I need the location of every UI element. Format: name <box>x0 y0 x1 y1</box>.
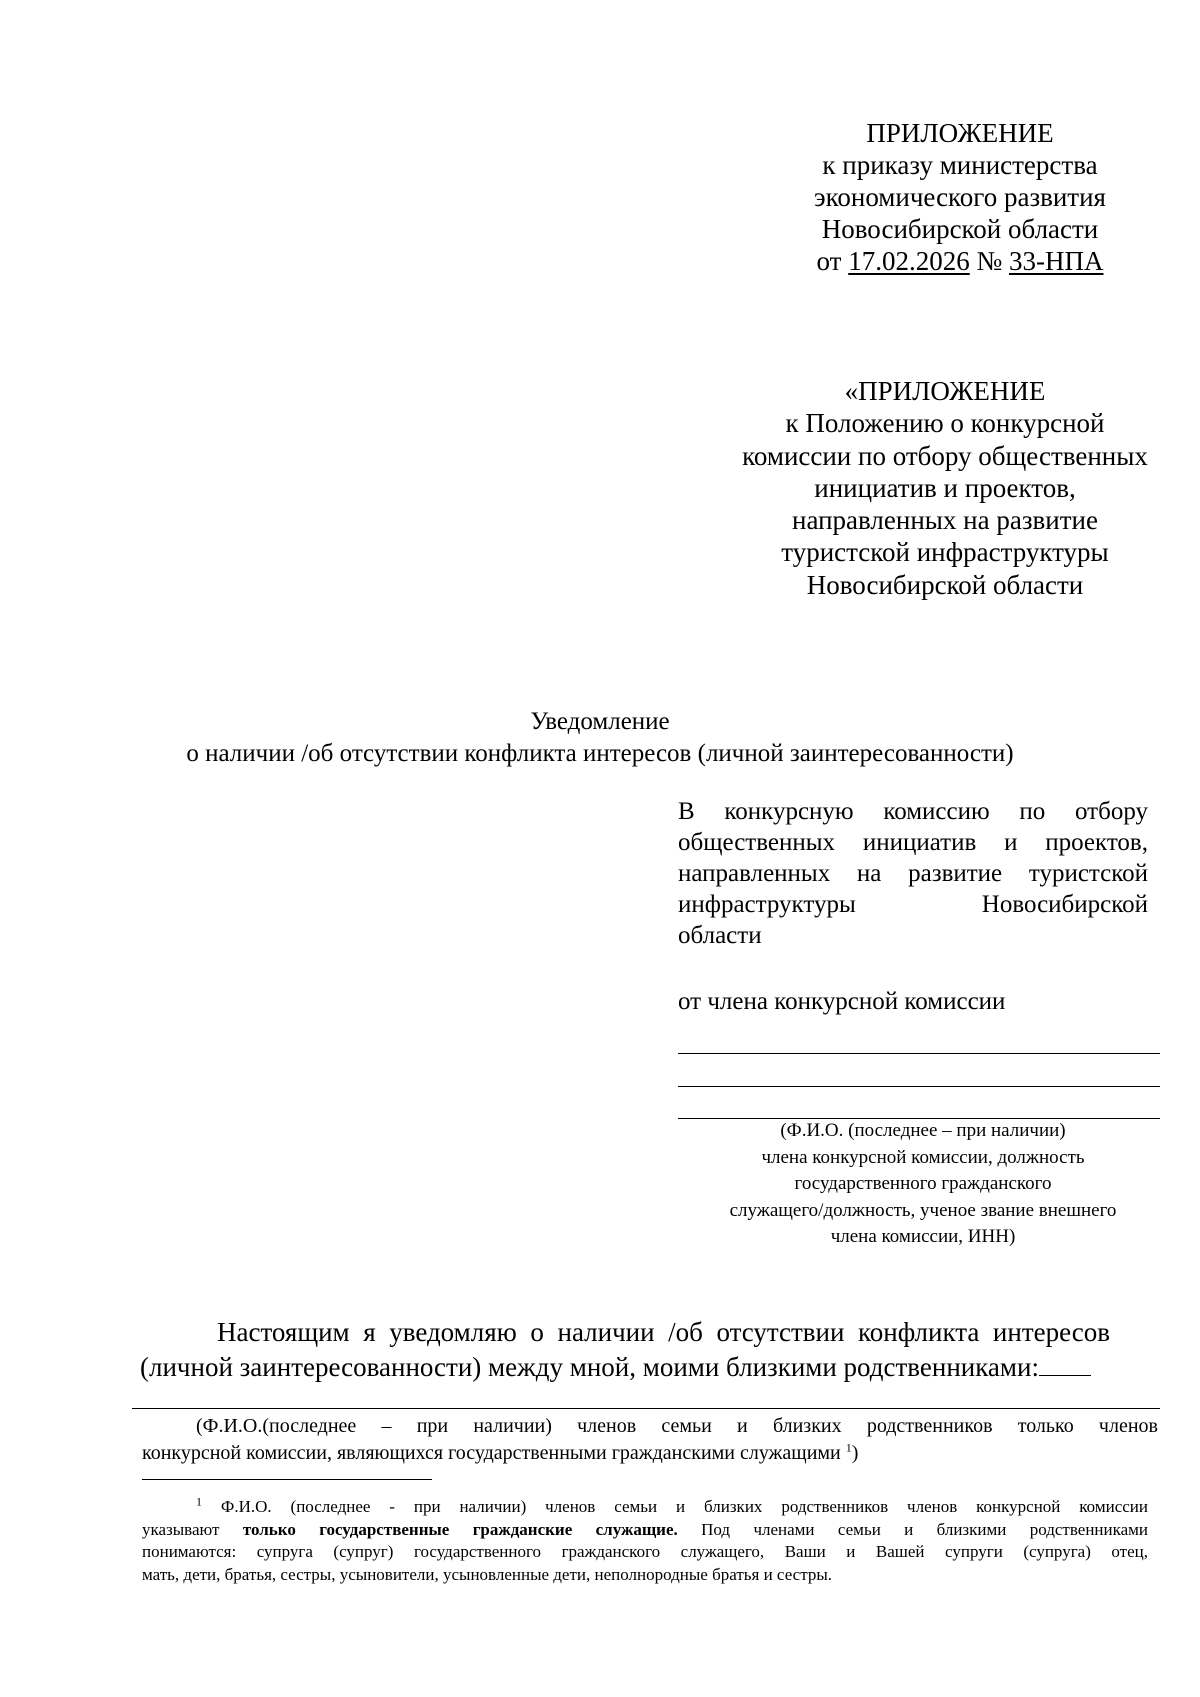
approval-line: экономического развития <box>814 182 1106 212</box>
footnote-line-3: понимаются: супруга (супруг) государственного гражданского служащего, Ваши и Вашей супруги (супруга) отец, <box>142 1542 1148 1561</box>
statement-text: (личной заинтересованности) между мной, моими близкими родственниками: <box>140 1352 1039 1382</box>
subtitle-line: о наличии /об отсутствии конфликта интересов (личной заинтересованности) <box>186 740 1014 767</box>
relatives-input-line[interactable] <box>132 1408 1160 1409</box>
caption-line: служащего/должность, ученое звание внешнего <box>729 1199 1117 1221</box>
approval-title: ПРИЛОЖЕНИЕ <box>866 118 1054 148</box>
approval-header <box>740 117 1180 277</box>
appendix-line: инициатив и проектов, <box>814 472 1076 503</box>
statement-paragraph <box>140 1315 1110 1384</box>
relatives-caption <box>142 1413 1158 1467</box>
appendix-line: комиссии по отбору общественных <box>742 440 1148 471</box>
relatives-blank[interactable] <box>1039 1349 1091 1376</box>
title-line: Уведомление <box>530 708 670 735</box>
footnote-reference[interactable]: 1 <box>845 1440 852 1455</box>
addressee-line: общественных инициатив и проектов, <box>678 829 1148 856</box>
addressee-block <box>678 796 1148 951</box>
addressee-line: области <box>678 922 762 949</box>
date-prefix: от <box>816 246 842 276</box>
appendix-line: к Положению о конкурсной <box>785 408 1105 439</box>
footnote-line-4: мать, дети, братья, сестры, усыновители, усыновленные дети, неполнородные братья и сестры. <box>142 1564 833 1584</box>
appendix-line: Новосибирской области <box>806 569 1084 600</box>
approval-date-line <box>740 245 1180 277</box>
signature-line[interactable] <box>678 1086 1160 1087</box>
footnote-marker: 1 <box>196 1494 202 1509</box>
caption-line: государственного гражданского <box>794 1173 1052 1194</box>
addressee-line: инфраструктуры Новосибирской <box>678 891 1148 918</box>
order-number: 33-НПА <box>1008 246 1104 276</box>
caption-line: члена конкурсной комиссии, должность <box>761 1146 1085 1168</box>
statement-line: Настоящим я уведомляю о наличии /об отсутствии конфликта интересов <box>217 1317 1110 1347</box>
relatives-caption-line: (Ф.И.О.(последнее – при наличии) членов семьи и близких родственников только членов <box>196 1415 1158 1437</box>
from-label: от члена конкурсной комиссии <box>678 988 1006 1015</box>
appendix-line: туристской инфраструктуры <box>781 537 1109 568</box>
footnote-emphasis: только государственные гражданские служащие. <box>242 1519 678 1539</box>
appendix-line: «ПРИЛОЖЕНИЕ <box>844 376 1046 406</box>
number-sign: № <box>976 246 1003 276</box>
footnote-separator <box>142 1479 432 1480</box>
approval-line: к приказу министерства <box>822 150 1098 180</box>
footnote-line-2: указывают только государственные гражданские служащие. Под членами семьи и близкими родственниками <box>142 1519 1149 1539</box>
signature-caption <box>678 1118 1168 1251</box>
footnote-line-1: $^1$ Ф.И.О. (последнее - при наличии) членов семьи и близких родственников членов конкурсной комиссии <box>196 1494 1149 1516</box>
signature-line[interactable] <box>678 1053 1160 1054</box>
footnote <box>142 1496 1148 1586</box>
appendix-line: направленных на развитие <box>792 505 1098 536</box>
order-date: 17.02.2026 <box>848 246 970 276</box>
addressee-line: направленных на развитие туристской <box>678 860 1148 887</box>
statement-line-2 <box>140 1349 1110 1384</box>
addressee-line: В конкурсную комиссию по отбору <box>678 798 1148 825</box>
document-title <box>0 706 1200 770</box>
caption-line: (Ф.И.О. (последнее – при наличии) <box>780 1120 1066 1141</box>
approval-line: Новосибирской области <box>821 214 1099 244</box>
relatives-caption-line-2: конкурсной комиссии, являющихся государственными гражданскими служащими $^1$) <box>142 1440 859 1464</box>
caption-line: члена комиссии, ИНН) <box>830 1226 1016 1247</box>
appendix-header <box>690 375 1200 601</box>
